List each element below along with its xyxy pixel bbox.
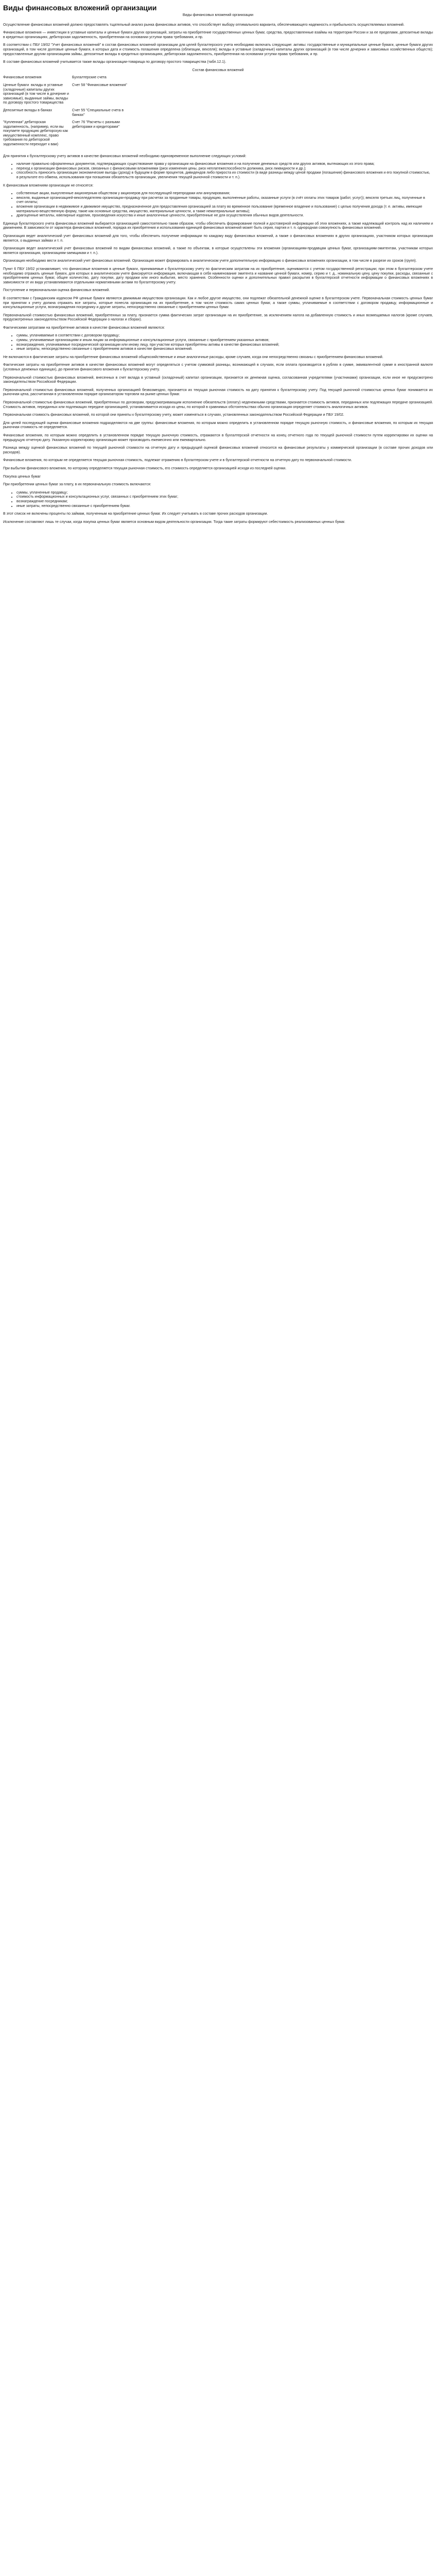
list-item: • наличие правильно оформленных документов, подтверждающих существование права у организации на финансовые вложения и на получение денежных средств или других активов, вытекающих из этого права; — [16, 162, 433, 167]
paragraph: Единица бухгалтерского учета финансовых вложений выбирается организацией самостоятельно таким образом, чтобы обеспечить формирование полной и достоверной информации об этих вложениях, а также надлежащий контроль над их наличием и движением. В зависимости от характера финансовых вложений, порядка их приобретения и использования единицей финансовых вложений может быть серия, партия и т. п. однородная совокупность финансовых вложений. — [3, 222, 433, 230]
table-row — [3, 121, 132, 150]
account-cell: Бухгалтерские счета — [72, 76, 107, 80]
paragraph: В составе финансовых вложений учитывается также вклады организации-товарища по договору простого товарищества (табл.12.1). — [3, 60, 226, 64]
table-row — [3, 109, 132, 121]
list-item: • иные затраты, непосредственно связанные с приобретением активов в качестве финансовых вложений. — [16, 347, 433, 352]
paragraph: Осуществление финансовых вложений должно предоставлять тщательный анализ рынка финансовых активов, что способствует выбору оптимального варианта, обеспечивающего надежность и прибыльность осуществляемых вложений. — [3, 23, 405, 27]
list-item: • вознаграждения, уплачиваемые посреднической организации или иному лицу, при участии которых приобретены активы в качестве финансовых вложений; — [16, 343, 433, 348]
investment-type-cell: Депозитные вклады в банках — [3, 108, 53, 112]
paragraph: В соответствии с ПБУ 19/02 "Учет финансовых вложений" в состав финансовых вложений организации для целей бухгалтерского учета необходимо включать следующие: активы: государственные и муниципальные ценные бумаги, ценные бумаги других организаций, в том числе долговые ценные бумаги, в которых дата и стоимость погашения определена (облигации, векселя); вклады в уставные (складочные) капиталы других организаций (в том числе дочерних и зависимых хозяйственных обществ); предоставленные другим организациям займы, депозитные вклады в кредитных организациях, дебиторская задолженность, приобретенная на основании уступки права требования, и пр. — [3, 43, 433, 56]
paragraph: Первоначальная стоимость финансовых вложений, по которой они приняты к бухгалтерскому учету, может изменяться в случаях, установленных законодательством Российской Федерации и ПБУ 19/02. — [3, 413, 344, 417]
list-item: • драгоценные металлы, ювелирные изделия, произведения искусства и иные аналогичные ценности, приобретенные не для осуществления обычных видов деятельности. — [16, 214, 433, 218]
list-item: • иные затраты, непосредственно связанные с приобретением бумаг. — [16, 504, 433, 509]
investment-type-cell: "Купленная" дебиторская задолженность, (например, если вы покупаете продукцию дебиторскую как имущественный комплекс, право требования по дебиторской задолженности переходит к вам) — [3, 121, 68, 147]
list-item: • способность приносить организации экономические выгоды (доход) в будущем в форме процентов, дивидендов либо прироста их стоимости (в виде разницы между ценой продажи (погашения) финансового вложения и его покупной стоимостью, в результате его обмена, использования при погашении обязательств организации, увеличения текущей рыночной стоимости и т. п.). — [16, 171, 433, 180]
investment-type-cell: Финансовые вложения — [3, 76, 42, 80]
paragraph: Первоначальной стоимостью финансовых вложений, внесенных в счет вклада в уставный (складочный) капитал организации, признается их денежная оценка, согласованная учредителями (участниками) организации, если иное не предусмотрено законодательством Российской Федерации. — [3, 376, 433, 384]
paragraph: Первоначальной стоимостью финансовых вложений, полученных организацией безвозмездно, признается их текущая рыночная стоимость на дату принятия к бухгалтерскому учету. Под текущей рыночной стоимостью ценных бумаг понимается их рыночная цена, рассчитанная в установленном порядке организатором торговли на рынке ценных бумаг. — [3, 388, 433, 397]
paragraph: Финансовые вложения — инвестиции в уставные капиталы и ценные бумаги других организаций, затраты на приобретение государственных ценных бумаг, средства, предоставленные взаймы на территории России и за ее пределами, депозитные вклады в кредитных организациях, дебиторская задолженность, приобретенная на основании уступки права требования, и пр. — [3, 31, 433, 39]
paragraph: Для целей последующей оценки финансовые вложения подразделяются на две группы: финансовые вложения, по которым можно определить в установленном порядке текущую рыночную стоимость, и финансовые вложения, по которым их текущая рыночная стоимость не определяется. — [3, 421, 433, 430]
bullet-list — [3, 334, 433, 351]
table-row — [3, 83, 132, 109]
document-body — [3, 23, 433, 525]
paragraph: Для принятия к бухгалтерскому учету активов в качестве финансовых вложений необходимо единовременное выполнение следующих условий: — [3, 154, 247, 158]
list-item: • суммы, уплачиваемые организациям и иным лицам за информационные и консультационные услуги, связанные с приобретением указанных активов; — [16, 338, 433, 343]
paragraph: Фактические затраты на приобретение активов в качестве финансовых вложений могут определяться с учетом суммовой разницы, возникающей в случаях, если оплата производится в рублях в сумме, эквивалентной сумме в иностранной валюте (условных денежных единицах), до принятия финансового вложения к бухгалтерскому учету. — [3, 363, 433, 372]
bullet-list — [3, 491, 433, 509]
account-cell: Счет 76 "Расчеты с разными дебиторами и кредиторами" — [72, 121, 120, 129]
paragraph: Разница между оценкой финансовых вложений по текущей рыночной стоимости на отчетную дату и предыдущей оценкой финансовых вложений относится на финансовые результаты у коммерческой организации (в составе прочих доходов или расходов). — [3, 446, 433, 454]
list-item: • собственные акции, выкупленные акционерным обществом у акционеров для последующей перепродажи или аннулирования; — [16, 192, 433, 196]
list-item: • стоимость информационных и консультационных услуг, связанных с приобретением этих бумаг; — [16, 495, 433, 500]
paragraph: Первоначальной стоимостью финансовых вложений, приобретенных за плату, признается сумма фактических затрат организации на их приобретение, за исключением налога на добавленную стоимость и иных возмещаемых налогов (кроме случаев, предусмотренных законодательством Российской Федерации о налогах и сборах). — [3, 313, 433, 322]
paragraph: При приобретении ценных бумаг за плату, в их первоначальную стоимость включаются: — [3, 483, 151, 487]
investments-table — [3, 76, 132, 150]
paragraph: Покупка ценных бумаг — [3, 474, 41, 479]
paragraph: К финансовым вложениям организации не относятся: — [3, 183, 94, 188]
list-item: • суммы, уплаченные продавцу; — [16, 491, 433, 496]
paragraph: Организация ведет аналитический учет финансовых вложений по видам финансовых вложений, а также по объектам, в которые осуществлены эти вложения (организациям-продавцам ценных бумаг, организациям-эмитентам, участникам которых является организация, организациям-заемщикам и т. п.). — [3, 247, 433, 255]
paragraph: Пункт 6 ПБУ 19/02 устанавливает, что финансовые вложения в ценные бумаги, принимаемые к бухгалтерскому учету по фактическим затратам на их приобретение, оцениваются с учетом государственной регистрации; при этом в бухгалтерском учете необходимо отражать ценные бумаги, для которых в аналитическом учете фиксируется информация, включающая в себя наименование эмитента и название ценной бумаги, номер, серию и т. д., номинальную цену, цену покупки, расходы, связанные с приобретением ценных бумаг, общее количество, дату покупки, дату продажи или иного выбытия, место хранения. Особенности оценки и дополнительных правил раскрытия в бухгалтерской отчетности информации о финансовых вложениях в зависимости от их вида устанавливаются отдельными нормативными актами по бухгалтерскому учету. — [3, 267, 433, 284]
paragraph: В этот список не включены проценты по займам, полученным на приобретение ценных бумаг. Их следует учитывать в составе прочих расходов организации. — [3, 512, 268, 516]
list-item: • вознаграждение посредникам; — [16, 500, 433, 504]
paragraph: При выбытии финансового вложения, по которому определяется текущая рыночная стоимость, его стоимость определяется организацией исходя из последней оценки. — [3, 466, 287, 470]
list-item: • переход к организации финансовых рисков, связанных с финансовыми вложениями (риск изменения цены, риск неплатежеспособности должника, риск ликвидности и др.); — [16, 167, 433, 172]
table-caption: Состав финансовых вложений — [192, 68, 244, 72]
list-item: • суммы, уплачиваемые в соответствии с договором продавцу; — [16, 334, 433, 338]
bullet-list — [3, 162, 433, 180]
list-item: • вложения организации в недвижимое и движимое имущество, предназначенное для предоставления организацией за плату во временное пользование (временное владение и пользование) с целью получения дохода (т. е. активы, имеющие материально-вещественную форму, такие как основные средства, имущество, материальные ценности, а также нематериальные активы); — [16, 205, 433, 214]
page-subtitle: Виды финансовых вложений организации — [182, 13, 254, 17]
paragraph: Фактическими затратами на приобретение активов в качестве финансовых вложений являются: — [3, 326, 165, 330]
paragraph: Исключение составляют лишь те случаи, когда покупка ценных бумаг является основным видом деятельности организации. Тогда такие затраты формируют себестоимость реализованных ценных бумаг. — [3, 520, 345, 524]
paragraph: Организация ведет аналитический учет финансовых вложений для того, чтобы обеспечить получение информации по каждому виду финансовых вложений, а также о финансовых вложениях в других организациях, участником которых организация является, о выданных займах и т. п. — [3, 234, 433, 243]
investment-type-cell: Ценные бумаги вклады в уставные (складочные) капиталы других организаций (в том числе в дочерние и зависимые), выданные займы, вклады по договору простого товарищества — [3, 83, 69, 105]
paragraph: Не включаются в фактические затраты на приобретение финансовых вложений общехозяйственные и иные аналогичные расходы, кроме случаев, когда они непосредственно связаны с приобретением финансовых вложений. — [3, 355, 383, 359]
document — [0, 0, 436, 533]
account-cell: Счет 55 "Специальные счета в банках" — [72, 108, 124, 117]
account-cell: Счет 58 "Финансовые вложения" — [72, 83, 127, 87]
paragraph: В соответствии с Гражданским кодексом РФ ценные бумаги являются движимым имуществом организации. Как и любое другое имущество, они подлежат обязательной денежной оценке в бухгалтерском учете. Первоначальная стоимость ценных бумаг при принятии к учету должна отражать все затраты, которые понесла организация на их приобретение, в том числе стоимость самих ценных бумаг, а также суммы, уплачиваемые в соответствии с договором продавцу, информационные и консультационные услуги, вознаграждения посреднику и другие затраты, непосредственно связанные с приобретением ценных бумаг. — [3, 296, 433, 310]
paragraph: Поступление и первоначальная оценка финансовых вложений. — [3, 289, 110, 293]
paragraph: Финансовые вложения, по которым можно определить в установленном порядке текущую рыночную стоимость, отражаются в бухгалтерской отчетности на конец отчетного года по текущей рыночной стоимости путем корректировки их оценки на предыдущую отчетную дату. Указанную корректировку организация может производить ежемесячно или ежеквартально. — [3, 433, 433, 442]
table-row — [3, 76, 132, 83]
page-title: Виды финансовых вложений организации — [3, 4, 157, 12]
paragraph: Первоначальной стоимостью финансовых вложений, приобретенных по договорам, предусматривающим исполнение обязательств (оплату) неденежными средствами, признается стоимость активов, переданных или подлежащих передаче организацией. Стоимость активов, переданных или подлежащих передаче организацией, устанавливается исходя из цены, по которой в сравнимых обстоятельствах обычно организация определяет стоимость аналогичных активов. — [3, 401, 433, 409]
paragraph: Организация необходимо вести аналитический учет финансовых вложений. Организация может формировать в аналитическом учете дополнительную информацию о финансовых вложениях организации, в том числе в разрезе их сроков (групп). — [3, 259, 417, 263]
list-item: • векселя, выданные организацией-векселедателем организации-продавцу при расчетах за проданные товары, продукцию, выполненные работы, оказанные услуги (в счёт оплаты этих товаров (работ, услуг)); векселя третьих лиц, полученные в счет оплаты; — [16, 196, 433, 205]
paragraph: Финансовые вложения, по которым не определяется текущая рыночная стоимость, подлежат отражению в бухгалтерском учете и в бухгалтерской отчетности на отчетную дату по первоначальной стоимости. — [3, 459, 352, 463]
bullet-list — [3, 192, 433, 218]
